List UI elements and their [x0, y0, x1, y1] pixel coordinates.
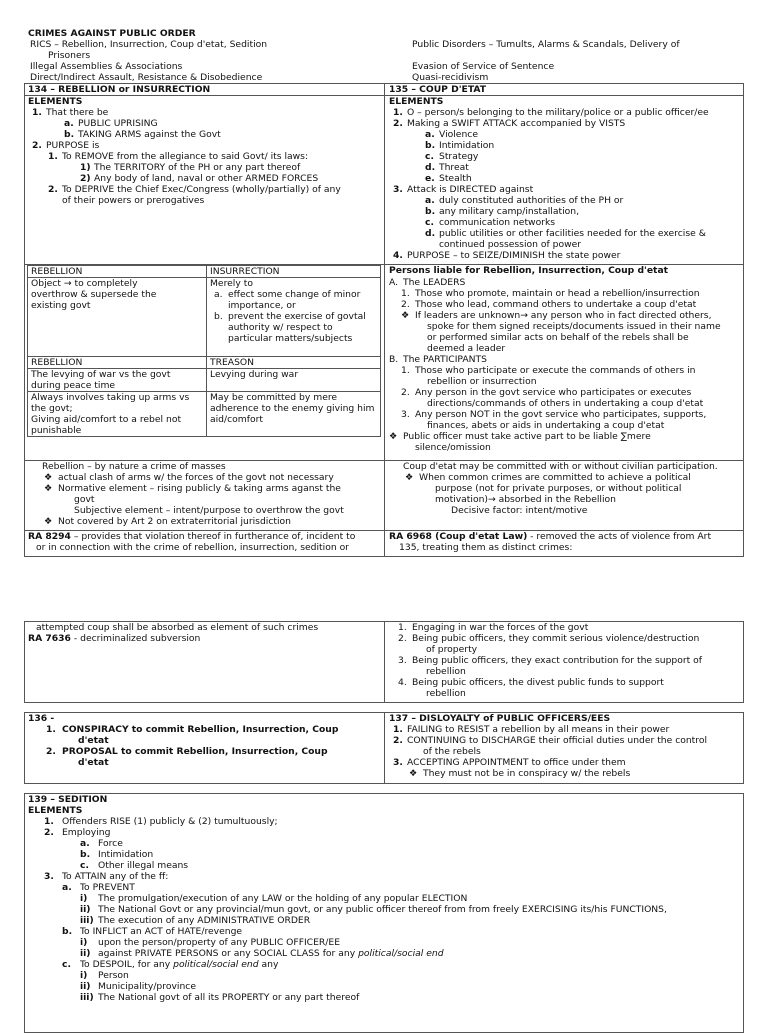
list-marker: b.	[64, 129, 75, 140]
list-text: Other illegal means	[98, 860, 189, 871]
list-marker: iii)	[80, 992, 94, 1003]
list-text: Violence	[439, 129, 478, 140]
list-marker: 1.	[401, 365, 410, 376]
list-item	[425, 151, 478, 162]
list-marker: 1.	[393, 724, 403, 735]
list-text: Threat	[439, 162, 469, 173]
list-text: PURPOSE is	[46, 140, 100, 151]
list-item	[425, 228, 706, 239]
art136-header: 136 -	[28, 713, 55, 724]
list-item	[413, 343, 505, 354]
list-item	[401, 409, 706, 420]
continuation-divider	[384, 621, 385, 703]
ra6968-label: RA 6968 (Coup d'etat Law)	[389, 531, 528, 542]
list-item	[425, 129, 478, 140]
list-marker: 3.	[401, 409, 410, 420]
list-item	[62, 735, 109, 746]
list-item	[44, 516, 291, 527]
list-item	[62, 882, 135, 893]
list-marker: 1.	[44, 816, 54, 827]
list-item	[412, 39, 680, 50]
list-item	[80, 970, 129, 981]
list-text: They must not be in conspiracy w/ the rebels	[423, 768, 631, 779]
list-item	[425, 195, 623, 206]
list-marker: ii)	[80, 948, 91, 959]
list-text: Being pubic officers, the divest public funds to support	[412, 677, 664, 688]
list-text: spoke for them signed receipts/documents issued in their name	[427, 321, 721, 332]
list-item	[62, 926, 242, 937]
ra6968-line2: 135, treating them as distinct crimes:	[399, 542, 573, 553]
list-item	[413, 420, 664, 431]
list-marker: b.	[425, 140, 436, 151]
list-marker: ❖	[401, 310, 410, 321]
list-marker: 2.	[44, 827, 54, 838]
list-text: Coup d'etat may be committed with or without civilian participation.	[403, 461, 718, 472]
list-text: Those who promote, maintain or head a rebellion/insurrection	[415, 288, 700, 299]
list-item	[412, 666, 466, 677]
list-text: The National govt of all its PROPERTY or any part thereof	[98, 992, 360, 1003]
list-item	[437, 505, 587, 516]
list-text: The promulgation/execution of any LAW or the holding of any popular ELECTION	[98, 893, 468, 904]
list-text: of the rebels	[423, 746, 481, 757]
list-marker: ❖	[44, 516, 53, 527]
list-text: Intimidation	[439, 140, 495, 151]
list-text: Making a SWIFT ATTACK accompanied by VISTS	[407, 118, 626, 129]
list-item	[401, 442, 491, 453]
list-text: Person	[98, 970, 129, 981]
italic-emphasis: political/social end	[173, 959, 259, 970]
list-text: communication networks	[439, 217, 556, 228]
list-item	[30, 72, 262, 83]
list-text: Offenders RISE (1) publicly & (2) tumultuously;	[62, 816, 278, 827]
list-marker: 2.	[401, 387, 410, 398]
list-text: To PREVENT	[80, 882, 135, 893]
list-marker: 1.	[46, 724, 56, 735]
list-marker: 2.	[398, 633, 407, 644]
compare-insurrection-cell	[207, 278, 381, 357]
list-marker: 3.	[398, 655, 407, 666]
list-item	[393, 757, 626, 768]
list-text: Stealth	[439, 173, 472, 184]
list-item	[48, 184, 341, 195]
list-text: To ATTAIN any of the ff:	[62, 871, 169, 882]
list-item	[46, 746, 328, 757]
list-item	[62, 959, 278, 970]
list-item	[80, 838, 123, 849]
list-marker: 1.	[398, 622, 407, 633]
list-marker: b.	[425, 206, 436, 217]
list-text: Not covered by Art 2 on extraterritorial jurisdiction	[58, 516, 291, 527]
compare-insurrection-intro: Merely to	[210, 278, 253, 289]
list-text: rebellion	[426, 666, 466, 677]
list-marker: a.	[80, 838, 90, 849]
list-marker: A.	[389, 277, 399, 288]
list-marker: a.	[64, 118, 74, 129]
list-text: Strategy	[439, 151, 479, 162]
list-text: prevent the exercise of govtal authority w/ respect to particular matters/subjects	[228, 311, 366, 344]
list-item	[32, 140, 99, 151]
list-item	[401, 288, 700, 299]
list-text: of property	[426, 644, 478, 655]
list-marker: B.	[389, 354, 399, 365]
list-text: upon the person/property of any PUBLIC OFFICER/EE	[98, 937, 340, 948]
list-item	[393, 184, 533, 195]
list-text: directions/commands of others in undertaking a coup d'etat	[427, 398, 704, 409]
list-item	[389, 354, 487, 365]
list-text: Public Disorders – Tumults, Alarms & Scandals, Delivery of	[412, 39, 680, 50]
list-text: To DEPRIVE the Chief Exec/Congress (wholly/partially) of any	[62, 184, 341, 195]
list-text: PUBLIC UPRISING	[78, 118, 158, 129]
list-item	[425, 162, 469, 173]
list-item	[80, 937, 340, 948]
list-marker: ❖	[409, 768, 418, 779]
list-item	[393, 250, 620, 261]
list-marker: a.	[62, 882, 72, 893]
compare-head-rebellion: REBELLION	[28, 266, 207, 278]
list-text: CONSPIRACY to commit Rebellion, Insurrection, Coup	[62, 724, 339, 735]
list-marker: i)	[80, 970, 88, 981]
list-text: CONTINUING to DISCHARGE their official duties under the control	[407, 735, 708, 746]
list-item	[80, 893, 467, 904]
compare-rebellion-b2: Giving aid/comfort to a rebel not punishable	[31, 414, 182, 436]
list-text: Municipality/province	[98, 981, 196, 992]
list-text: Force	[98, 838, 123, 849]
list-item	[412, 644, 477, 655]
list-text: continued possession of power	[439, 239, 582, 250]
list-item	[413, 321, 721, 332]
doc-title: CRIMES AGAINST PUBLIC ORDER	[28, 28, 196, 39]
list-item	[405, 472, 691, 483]
list-text: PURPOSE – to SEIZE/DIMINISH the state power	[407, 250, 621, 261]
list-item	[44, 816, 278, 827]
list-item	[80, 992, 359, 1003]
list-item	[398, 655, 702, 666]
list-marker: 2.	[32, 140, 42, 151]
list-item	[64, 118, 158, 129]
list-text: actual clash of arms w/ the forces of the govt not necessary	[58, 472, 334, 483]
list-text: Engaging in war the forces of the govt	[412, 622, 589, 633]
list-text: finances, abets or aids in undertaking a coup d'etat	[427, 420, 665, 431]
list-item	[398, 677, 664, 688]
list-text: The TERRITORY of the PH or any part thereof	[94, 162, 301, 173]
list-text: The LEADERS	[403, 277, 466, 288]
list-marker: 1.	[32, 107, 42, 118]
rebellion-comparison-table	[27, 265, 381, 437]
list-marker: 1.	[401, 288, 410, 299]
list-text: Those who lead, command others to undertake a coup d'etat	[415, 299, 697, 310]
list-item	[393, 724, 669, 735]
ra8294-text: – provides that violation thereof in furtherance of, incident to	[70, 531, 356, 542]
list-text: O – person/s belonging to the military/police or a public officer/ee	[407, 107, 709, 118]
list-text: Illegal Assemblies & Associations	[30, 61, 183, 72]
list-text: Any person NOT in the govt service who participates, supports,	[415, 409, 707, 420]
ra7636-line	[28, 633, 200, 644]
list-item	[425, 206, 579, 217]
list-item	[389, 461, 718, 472]
list-item	[401, 387, 691, 398]
ra8294-line1	[28, 531, 355, 542]
art139-header: 139 – SEDITION	[28, 794, 108, 805]
list-item	[28, 461, 226, 472]
list-text: Subjective element – intent/purpose to overthrow the govt	[74, 505, 344, 516]
list-marker: 2)	[80, 173, 91, 184]
list-item	[389, 431, 651, 442]
header-row-line	[24, 95, 744, 96]
list-text: govt	[74, 494, 95, 505]
list-marker: ❖	[389, 431, 398, 442]
list-text: Being pubic officers, they commit serious violence/destruction	[412, 633, 700, 644]
art134-elements-label: ELEMENTS	[28, 96, 83, 107]
art137-header: 137 – DISLOYALTY of PUBLIC OFFICERS/EES	[389, 713, 611, 724]
list-marker: i)	[80, 937, 88, 948]
list-marker: c.	[425, 151, 434, 162]
list-item	[409, 768, 630, 779]
list-item	[80, 915, 310, 926]
list-text: of their powers or prerogatives	[62, 195, 205, 206]
list-text: RICS – Rebellion, Insurrection, Coup d'etat, Sedition	[30, 39, 268, 50]
list-item	[413, 332, 689, 343]
list-text: The execution of any ADMINISTRATIVE ORDER	[98, 915, 311, 926]
list-text: Employing	[62, 827, 111, 838]
list-text: ACCEPTING APPOINTMENT to office under them	[407, 757, 626, 768]
list-item	[80, 948, 444, 959]
compare-head-rebellion-2: REBELLION	[28, 357, 207, 369]
list-text: Quasi-recidivism	[412, 72, 489, 83]
list-item	[425, 217, 555, 228]
list-item	[421, 483, 681, 494]
list-text: d'etat	[78, 735, 109, 746]
list-item	[48, 50, 90, 61]
list-marker: a.	[425, 195, 435, 206]
compare-rebellion-a: The levying of war vs the govt during peace time	[28, 369, 207, 392]
list-item	[412, 688, 466, 699]
cont-left-line1: attempted coup shall be absorbed as element of such crimes	[36, 622, 319, 633]
list-item	[401, 299, 696, 310]
list-item	[413, 398, 703, 409]
insurrection-purpose-item	[210, 311, 377, 344]
list-marker: ❖	[405, 472, 414, 483]
top-table-divider	[384, 83, 385, 557]
list-text: duly constituted authorities of the PH or	[439, 195, 624, 206]
list-item	[401, 365, 696, 376]
list-marker: i)	[80, 893, 88, 904]
list-text: any military camp/installation,	[439, 206, 579, 217]
list-text: Public officer must take active part to be liable ∑mere	[403, 431, 651, 442]
list-item	[30, 61, 182, 72]
list-text: rebellion	[426, 688, 466, 699]
list-text: public utilities or other facilities needed for the exercise &	[439, 228, 706, 239]
list-text: purpose (not for private purposes, or without political	[435, 483, 682, 494]
list-item	[60, 494, 95, 505]
list-item	[389, 277, 465, 288]
compare-treason-b: May be committed by mere adherence to the enemy giving him aid/comfort	[207, 392, 381, 437]
list-text: When common crimes are committed to achieve a political	[419, 472, 691, 483]
list-text: or performed similar acts on behalf of the rebels shall be	[427, 332, 689, 343]
ra7636-text: - decriminalized subversion	[70, 633, 201, 644]
ra7636-label: RA 7636	[28, 633, 71, 644]
list-text: deemed a leader	[427, 343, 506, 354]
list-text: effect some change of minor importance, or	[228, 289, 361, 311]
list-text: To INFLICT an ACT of HATE/revenge	[80, 926, 243, 937]
compare-insurrection-items	[210, 289, 377, 344]
compare-head-treason: TREASON	[207, 357, 381, 369]
list-item	[80, 849, 153, 860]
list-item	[393, 118, 625, 129]
list-marker: c.	[62, 959, 71, 970]
list-marker: c.	[80, 860, 89, 871]
list-marker: a.	[214, 289, 223, 300]
compare-head-insurrection: INSURRECTION	[207, 266, 381, 278]
list-marker: 2.	[393, 118, 403, 129]
list-marker: d.	[425, 228, 436, 239]
compare-rebellion-object: Object → to completely overthrow & supersede the existing govt	[28, 278, 207, 357]
list-item	[44, 871, 168, 882]
list-text: Prisoners	[48, 50, 91, 61]
art134-header: 134 – REBELLION or INSURRECTION	[28, 84, 211, 95]
list-item	[398, 622, 588, 633]
list-text: d'etat	[78, 757, 109, 768]
list-marker: 1.	[393, 107, 403, 118]
list-text: The PARTICIPANTS	[403, 354, 487, 365]
list-text: If leaders are unknown→ any person who in fact directed others,	[415, 310, 712, 321]
list-text: Normative element – rising publicly & taking arms aganst the	[58, 483, 341, 494]
list-item	[60, 505, 344, 516]
list-marker: 1.	[48, 151, 58, 162]
list-marker: b.	[214, 311, 223, 322]
art139-elements-label: ELEMENTS	[28, 805, 83, 816]
art135-elements-label: ELEMENTS	[389, 96, 444, 107]
list-text: Direct/Indirect Assault, Resistance & Disobedience	[30, 72, 263, 83]
list-marker: ii)	[80, 981, 91, 992]
list-marker: b.	[62, 926, 73, 937]
list-marker: a.	[425, 129, 435, 140]
list-item	[412, 72, 488, 83]
list-text: Any person in the govt service who participates or executes	[415, 387, 692, 398]
list-item	[425, 173, 472, 184]
list-marker: 4.	[393, 250, 403, 261]
list-item	[44, 472, 334, 483]
list-item	[398, 633, 699, 644]
list-marker: 3.	[393, 757, 403, 768]
list-item	[413, 376, 537, 387]
list-text: rebellion or insurrection	[427, 376, 537, 387]
list-item	[30, 39, 267, 50]
italic-emphasis: political/social end	[358, 948, 444, 959]
list-marker: 4.	[398, 677, 407, 688]
list-item	[80, 981, 196, 992]
list-text: Rebellion – by nature a crime of masses	[42, 461, 226, 472]
list-item	[48, 151, 308, 162]
list-text: against PRIVATE PERSONS or any SOCIAL CLASS for any political/social end	[98, 948, 444, 959]
list-item	[421, 494, 616, 505]
ra6968-text: - removed the acts of violence from Art	[527, 531, 712, 542]
list-text: motivation)→ absorbed in the Rebellion	[435, 494, 616, 505]
compare-rebellion-b1: Always involves taking up arms vs the govt;	[31, 392, 190, 414]
list-text: Attack is DIRECTED against	[407, 184, 534, 195]
list-item	[62, 757, 109, 768]
list-item	[32, 107, 108, 118]
list-marker: b.	[80, 849, 91, 860]
list-marker: 2.	[48, 184, 58, 195]
list-text: Evasion of Service of Sentence	[412, 61, 555, 72]
list-text: FAILING to RESIST a rebellion by all means in their power	[407, 724, 670, 735]
list-item	[64, 129, 221, 140]
list-marker: 3.	[393, 184, 403, 195]
list-marker: 3.	[44, 871, 54, 882]
compare-rebellion-b	[28, 392, 207, 437]
list-text: Any body of land, naval or other ARMED FORCES	[94, 173, 319, 184]
list-item	[401, 310, 712, 321]
list-text: Being public officers, they exact contribution for the support of	[412, 655, 703, 666]
compare-treason-a: Levying during war	[207, 369, 381, 392]
list-item	[80, 904, 667, 915]
persons-liable-title: Persons liable for Rebellion, Insurrection, Coup d'etat	[389, 265, 669, 276]
art136-137-divider	[384, 712, 385, 784]
list-text: Decisive factor: intent/motive	[451, 505, 588, 516]
list-marker: e.	[425, 173, 435, 184]
list-item	[425, 239, 581, 250]
list-marker: ii)	[80, 904, 91, 915]
list-item	[412, 61, 554, 72]
list-marker: ❖	[44, 472, 53, 483]
art135-header: 135 – COUP D'ETAT	[389, 84, 487, 95]
list-marker: 2.	[393, 735, 403, 746]
list-item	[46, 724, 338, 735]
insurrection-purpose-item	[210, 289, 377, 311]
list-text: The National Govt or any provincial/mun govt, or any public officer thereof from from freely EXERCISING its/his FUNCTIONS,	[98, 904, 667, 915]
list-text: To DESPOIL, for any political/social end any	[80, 959, 279, 970]
list-item	[425, 140, 494, 151]
list-item	[48, 195, 204, 206]
list-item	[44, 483, 341, 494]
list-marker: ❖	[44, 483, 53, 494]
list-text: Intimidation	[98, 849, 154, 860]
list-item	[393, 107, 709, 118]
ra8294-label: RA 8294	[28, 531, 71, 542]
list-item	[80, 860, 188, 871]
list-item	[409, 746, 481, 757]
ra6968-line1	[389, 531, 711, 542]
list-item	[44, 827, 110, 838]
list-marker: 2.	[401, 299, 410, 310]
list-marker: iii)	[80, 915, 94, 926]
list-text: That there be	[46, 107, 109, 118]
list-marker: 2.	[46, 746, 56, 757]
ra8294-line2: or in connection with the crime of rebellion, insurrection, sedition or	[36, 542, 349, 553]
list-text: To REMOVE from the allegiance to said Govt/ its laws:	[62, 151, 309, 162]
list-text: TAKING ARMS against the Govt	[78, 129, 221, 140]
list-marker: 1)	[80, 162, 91, 173]
list-marker: d.	[425, 162, 436, 173]
list-item	[393, 735, 707, 746]
list-item	[80, 173, 318, 184]
list-text: Those who participate or execute the commands of others in	[415, 365, 696, 376]
list-item	[80, 162, 300, 173]
list-text: silence/omission	[415, 442, 491, 453]
list-text: PROPOSAL to commit Rebellion, Insurrection, Coup	[62, 746, 328, 757]
list-marker: c.	[425, 217, 434, 228]
